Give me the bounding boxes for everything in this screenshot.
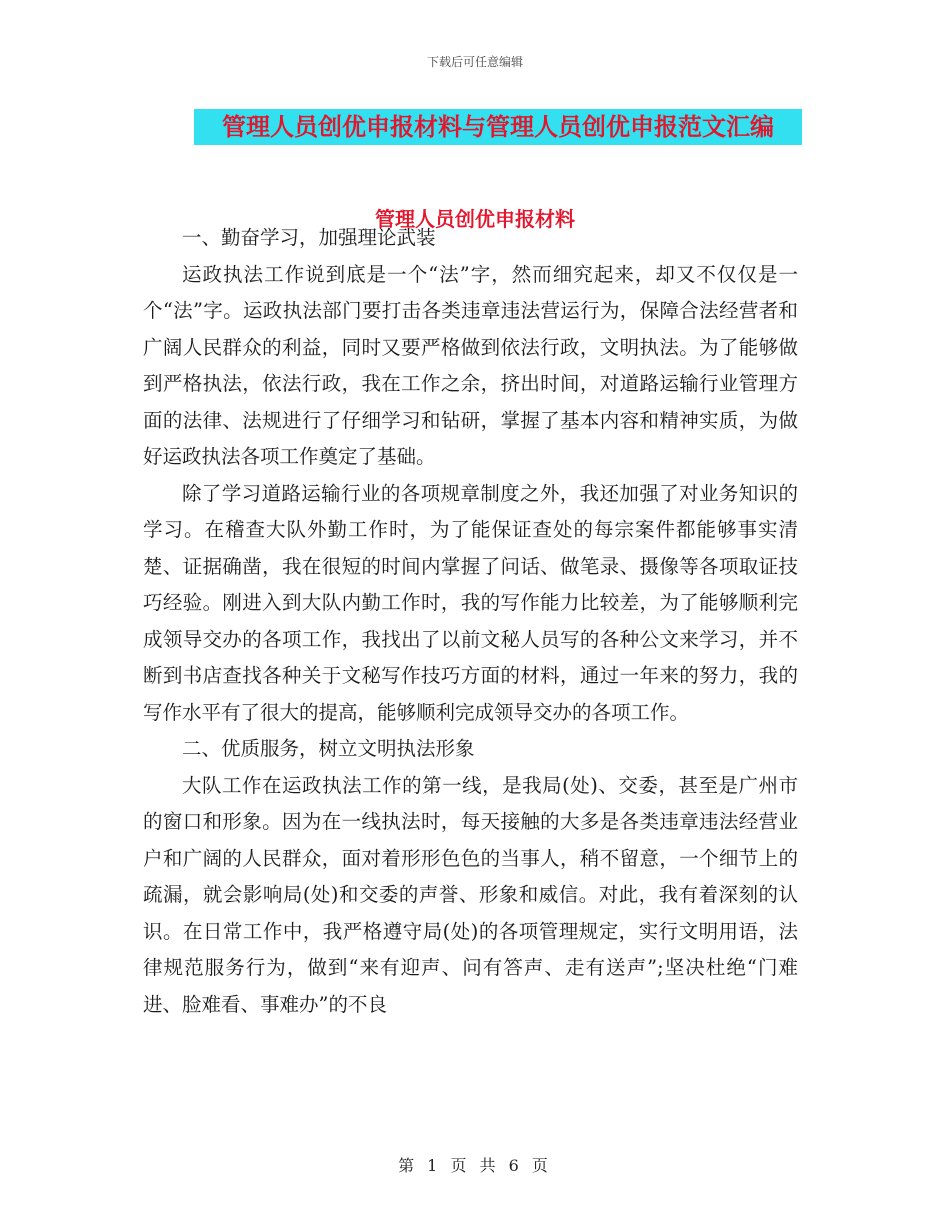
body-paragraph-1: 运政执法工作说到底是一个“法”字，然而细究起来，却又不仅仅是一个“法”字。运政执法部门要打击各类违章违法营运行为，保障合法经营者和广阔人民群众的利益，同时又要严格做到依法行政，文明执法。为了能够做到严格执法，依法行政，我在工作之余，挤出时间，对道路运输行业管理方面的法律、法规进行了仔细学习和钻研，掌握了基本内容和精神实质，为做好运政执法各项工作奠定了基础。 <box>143 262 798 468</box>
main-title-highlight <box>194 109 802 145</box>
body-paragraph-2: 除了学习道路运输行业的各项规章制度之外，我还加强了对业务知识的学习。在稽查大队外勤工作时，为了能保证查处的每宗案件都能够事实清楚、证据确凿，我在很短的时间内掌握了问话、做笔录、摄像等各项取证技巧经验。刚进入到大队内勤工作时，我的写作能力比较差，为了能够顺利完成领导交办的各项工作，我找出了以前文秘人员写的各种公文来学习，并不断到书店查找各种关于文秘写作技巧方面的材料，通过一年来的努力，我的写作水平有了很大的提高，能够顺利完成领导交办的各项工作。 <box>143 481 798 724</box>
header-note: 下载后可任意编辑 <box>426 55 523 69</box>
document-body <box>143 220 798 1023</box>
heading-paragraph-2: 二、优质服务，树立文明执法形象 <box>182 737 475 760</box>
main-title: 管理人员创优申报材料与管理人员创优申报范文汇编 <box>222 113 774 141</box>
heading-paragraph-1: 一、勤奋学习，加强理论武装 <box>182 226 436 249</box>
body-paragraph-3: 大队工作在运政执法工作的第一线，是我局(处)、交委，甚至是广州市的窗口和形象。因为在一线执法时，每天接触的大多是各类违章违法经营业户和广阔的人民群众，面对着形形色色的当事人，稍不留意，一个细节上的疏漏，就会影响局(处)和交委的声誉、形象和威信。对此，我有着深刻的认识。在日常工作中，我严格遵守局(处)的各项管理规定，实行文明用语，法律规范服务行为，做到“来有迎声、问有答声、走有送声”;坚决杜绝“门难进、脸难看、事难办”的不良 <box>143 773 798 1016</box>
section-subtitle: 管理人员创优申报材料 <box>375 207 575 231</box>
page-footer: 第 1 页 共 6 页 <box>398 1156 552 1175</box>
